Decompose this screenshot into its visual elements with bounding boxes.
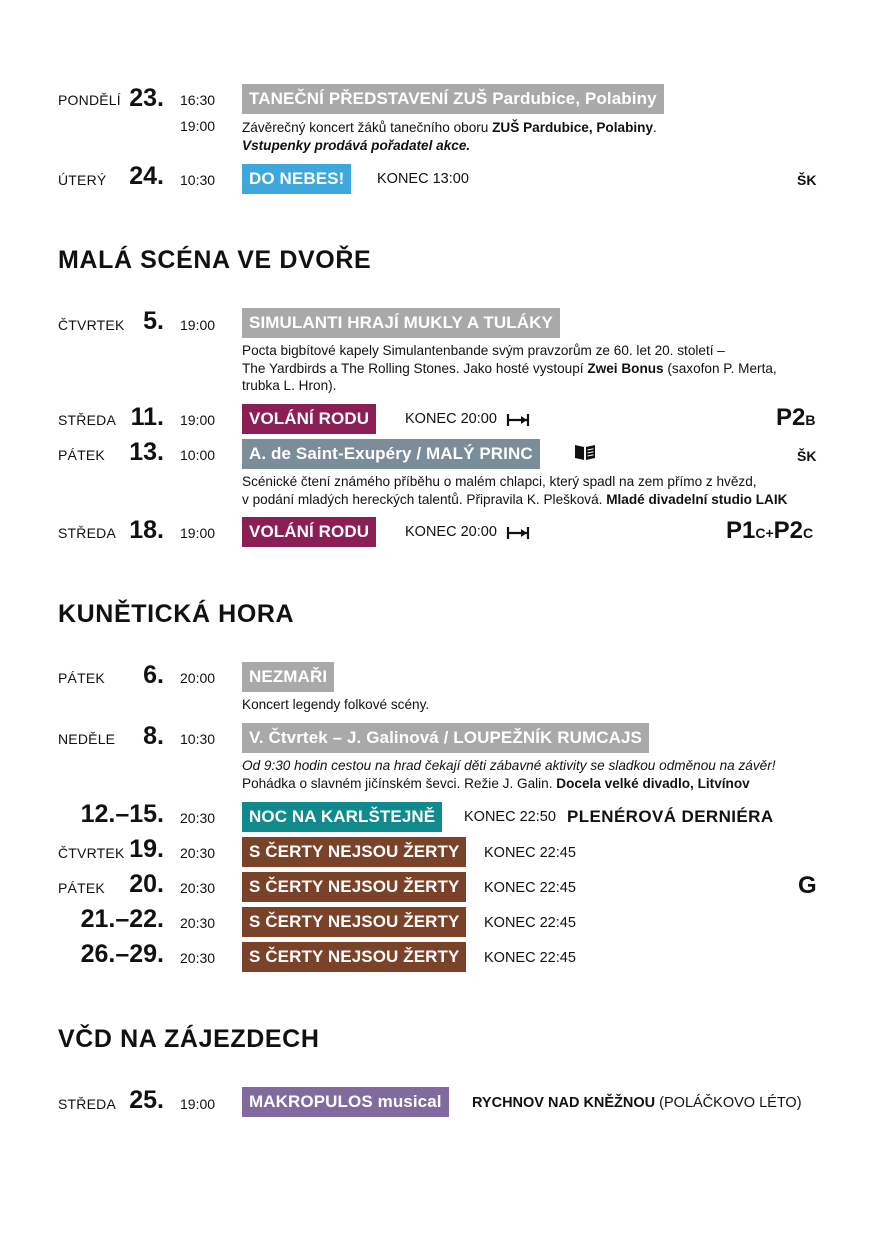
event-note: PLENÉROVÁ DERNIÉRA [567,807,774,826]
event-title-tag[interactable]: VOLÁNÍ RODU [242,517,376,547]
event-title-tag[interactable]: S ČERTY NEJSOU ŽERTY [242,837,466,867]
event-time: 19:00 [180,1096,216,1112]
audience-code: ŠK [797,448,817,464]
section-heading: KUNĚTICKÁ HORA [58,600,295,628]
event-date: 11. [130,403,164,431]
event-time: 19:00 [180,118,216,134]
event-date: 5. [143,307,164,335]
event-time: 19:00 [180,412,216,428]
section-heading: VČD NA ZÁJEZDECH [58,1025,320,1053]
event-date: 8. [143,722,164,750]
event-time: 20:30 [180,810,216,826]
event-time: 20:00 [180,670,216,686]
event-time: 20:30 [180,950,216,966]
event-day: STŘEDA [58,412,116,428]
subscription-code: P2B [776,404,816,431]
event-date: 18. [129,516,164,544]
event-day: NEDĚLE [58,731,116,747]
event-end-time: KONEC 22:45 [484,880,576,896]
subscription-code: P1C+P2C [726,517,814,544]
event-day: ČTVRTEK [58,317,125,333]
event-title-tag[interactable]: NEZMAŘI [242,662,334,692]
event-time: 19:00 [180,317,216,333]
event-time: 10:00 [180,447,216,463]
event-description: Pocta bigbítové kapely Simulantenbande svým pravzorům ze 60. let 20. století – The Yardbirds a The Rolling Stones. Jako hosté vystoupí Zwei Bonus (saxofon P. Merta, trubka L. Hron). [242,343,777,393]
event-description: Závěrečný koncert žáků tanečního oboru ZUŠ Pardubice, Polabiny. Vstupenky prodává pořadatel akce. [242,120,657,153]
event-date: 6. [143,661,164,689]
event-day: ČTVRTEK [58,845,125,861]
event-time: 20:30 [180,880,216,896]
event-title-tag[interactable]: TANEČNÍ PŘEDSTAVENÍ ZUŠ Pardubice, Polabiny [242,84,664,114]
event-date: 20. [129,870,164,898]
event-title-tag[interactable]: NOC NA KARLŠTEJNĚ [242,802,442,832]
event-day: PÁTEK [58,880,105,896]
event-date: 12.–15. [80,800,164,828]
event-day: PÁTEK [58,447,105,463]
event-date: 23. [129,84,164,112]
event-title-tag[interactable]: S ČERTY NEJSOU ŽERTY [242,942,466,972]
event-day: PÁTEK [58,670,105,686]
arrow-range-icon [506,413,530,427]
event-title-tag[interactable]: SIMULANTI HRAJÍ MUKLY A TULÁKY [242,308,560,338]
event-description: Scénické čtení známého příběhu o malém chlapci, který spadl na zem přímo z hvězd, v podání mladých hereckých talentů. Připravila K. Plešková. Mladé divadelní studio LAIK [242,474,788,507]
subscription-code: G [798,872,817,899]
audience-code: ŠK [797,172,817,188]
event-end-time: KONEC 20:00 [405,411,497,427]
event-description: Od 9:30 hodin cestou na hrad čekají děti zábavné aktivity se sladkou odměnou na závěr! Pohádka o slavném jičínském ševci. Režie J. Galin. Docela velké divadlo, Litvínov [242,758,776,791]
event-end-time: KONEC 22:50 [464,809,556,825]
event-venue: RYCHNOV NAD KNĚŽNOU (POLÁČKOVO LÉTO) [472,1095,802,1111]
event-time: 20:30 [180,845,216,861]
event-day: PONDĚLÍ [58,92,121,108]
event-date: 19. [129,835,164,863]
event-day: STŘEDA [58,1096,116,1112]
event-title-tag[interactable]: DO NEBES! [242,164,351,194]
event-end-time: KONEC 20:00 [405,524,497,540]
event-title-tag[interactable]: S ČERTY NEJSOU ŽERTY [242,907,466,937]
event-time: 10:30 [180,172,216,188]
event-time: 10:30 [180,731,216,747]
event-end-time: KONEC 22:45 [484,915,576,931]
event-date: 21.–22. [80,905,164,933]
event-title-tag[interactable]: VOLÁNÍ RODU [242,404,376,434]
event-end-time: KONEC 22:45 [484,845,576,861]
event-title-tag[interactable]: MAKROPULOS musical [242,1087,449,1117]
event-time: 19:00 [180,525,216,541]
event-time: 16:30 [180,92,216,108]
section-heading: MALÁ SCÉNA VE DVOŘE [58,246,372,274]
event-date: 25. [129,1086,164,1114]
event-title-tag[interactable]: A. de Saint-Exupéry / MALÝ PRINC [242,439,540,469]
event-day: ÚTERÝ [58,172,107,188]
book-icon [573,442,597,462]
event-date: 24. [129,162,164,190]
event-title-tag[interactable]: V. Čtvrtek – J. Galinová / LOUPEŽNÍK RUMCAJS [242,723,649,753]
event-end-time: KONEC 13:00 [377,171,469,187]
event-description: Koncert legendy folkové scény. [242,697,430,712]
event-end-time: KONEC 22:45 [484,950,576,966]
event-date: 26.–29. [80,940,164,968]
arrow-range-icon [506,526,530,540]
event-day: STŘEDA [58,525,116,541]
event-date: 13. [129,438,164,466]
event-title-tag[interactable]: S ČERTY NEJSOU ŽERTY [242,872,466,902]
event-time: 20:30 [180,915,216,931]
